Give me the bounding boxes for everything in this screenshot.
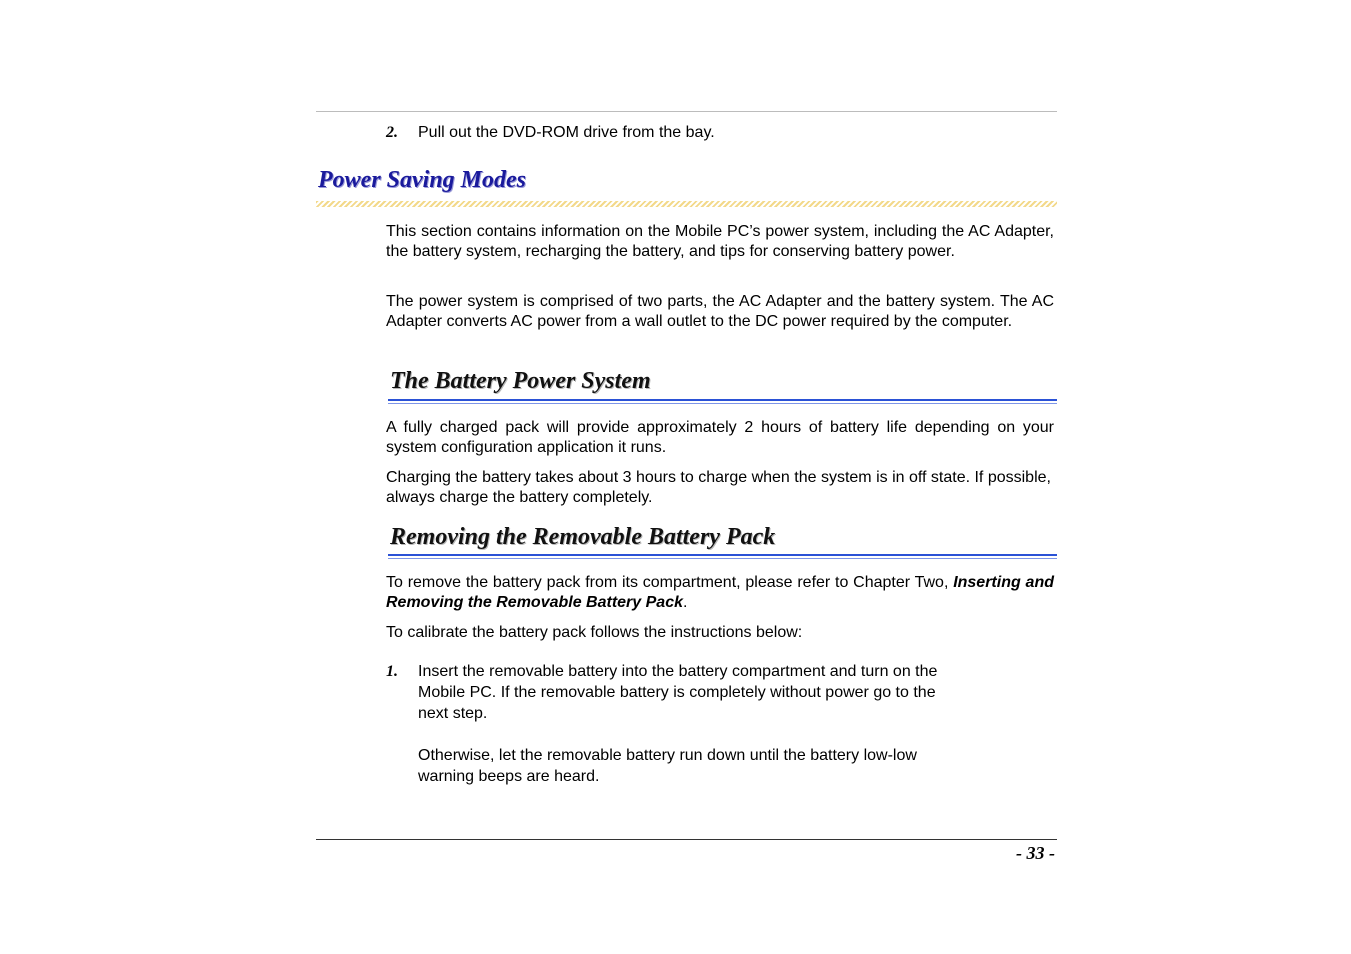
step-text: Pull out the DVD-ROM drive from the bay. — [418, 124, 715, 141]
paragraph-text: To remove the battery pack from its compartment, please refer to Chapter Two, — [386, 574, 949, 591]
step-text: Insert the removable battery into the battery compartment and turn on the Mobile PC. If the removable battery is completely without power go to the next step. Otherwise, let the removable battery run down until the battery low-low warning beeps are heard. — [418, 663, 938, 785]
paragraph-battery-charging: Charging the battery takes about 3 hours to charge when the system is in off state. If possible, always charge the battery completely. — [386, 469, 1051, 506]
paragraph-battery-life: A fully charged pack will provide approximately 2 hours of battery life depending on your system configuration application it runs. — [386, 419, 1054, 456]
section-title-power-saving-modes: Power Saving Modes — [318, 167, 527, 193]
paragraph-calibrate: To calibrate the battery pack follows the instructions below: — [386, 624, 803, 641]
section-title-underline — [316, 201, 1057, 207]
subsection-title-underline — [388, 554, 1057, 559]
paragraph-power-intro: This section contains information on the Mobile PC’s power system, including the AC Adapter, the battery system, recharging the battery, and tips for conserving battery power. — [386, 223, 1054, 260]
paragraph-power-system: The power system is comprised of two parts, the AC Adapter and the battery system. The AC Adapter converts AC power from a wall outlet to the DC power required by the computer. — [386, 293, 1054, 330]
subsection-title-removing-battery-pack: Removing the Removable Battery Pack — [390, 524, 776, 550]
paragraph-remove-battery — [386, 573, 1054, 613]
page-number: - 33 - — [1016, 843, 1055, 863]
chapter-reference: Inserting and Removing the Removable Battery Pack — [386, 574, 1054, 611]
paragraph-end: . — [683, 594, 688, 611]
header-rule — [316, 111, 1057, 112]
step-number: 1. — [386, 663, 398, 680]
subsection-title-underline — [388, 399, 1057, 404]
subsection-title-battery-power-system: The Battery Power System — [390, 368, 651, 394]
step-number: 2. — [386, 124, 398, 141]
footer-rule — [316, 839, 1057, 840]
